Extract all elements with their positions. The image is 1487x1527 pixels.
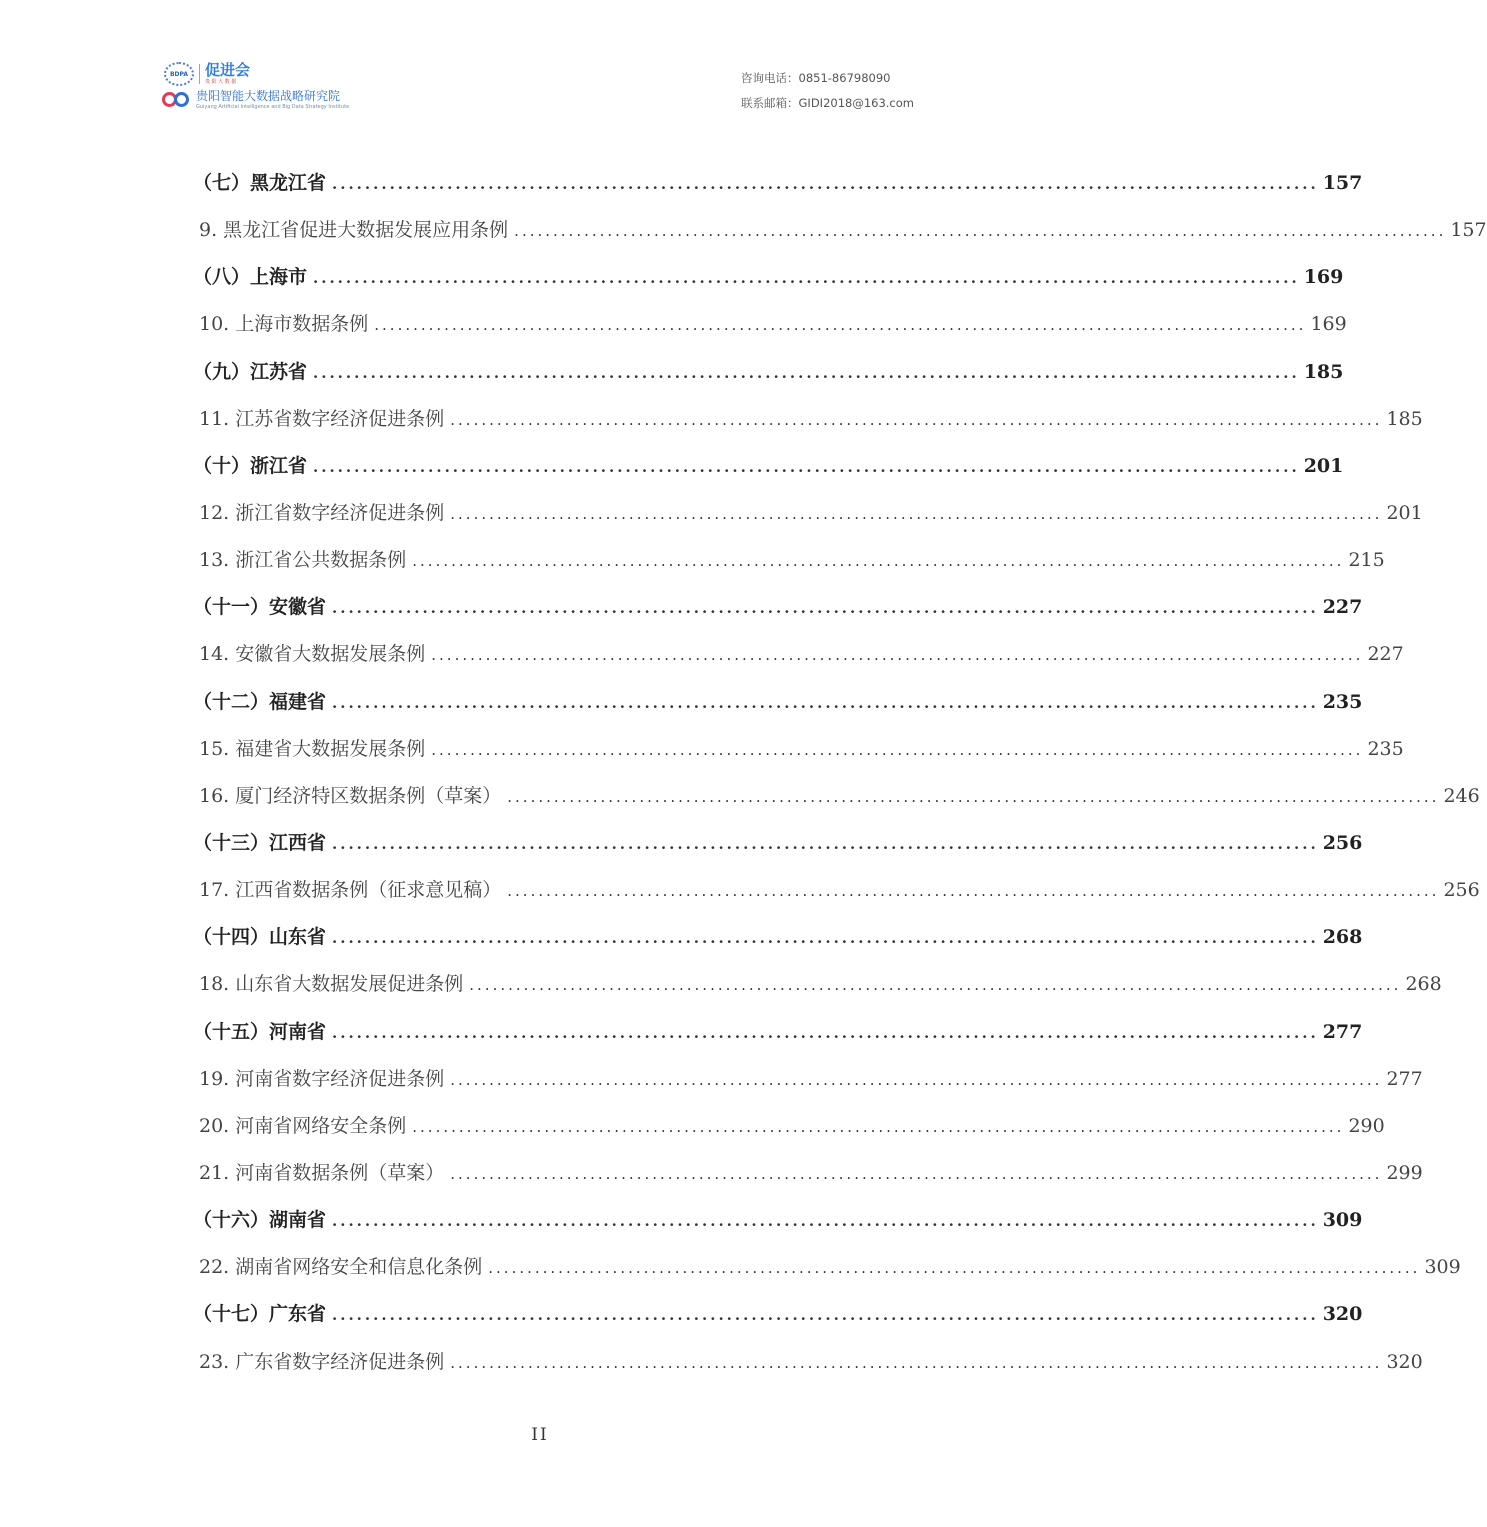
toc-item-row[interactable] — [193, 867, 1480, 914]
toc-page-number: 268 — [1405, 973, 1442, 996]
toc-leader-dots: ........................................................................................................................ — [450, 1353, 1383, 1372]
toc-section-row[interactable] — [193, 820, 1363, 867]
toc-entry-title: 23. 广东省数字经济促进条例 — [199, 1350, 445, 1373]
toc-entry-title: （十二）福建省 — [193, 690, 327, 713]
toc-item-row[interactable] — [193, 1103, 1385, 1150]
toc-section-row[interactable] — [193, 679, 1363, 726]
contact-phone: 咨询电话：0851-86798090 — [741, 71, 891, 85]
promotion-association-logo — [164, 62, 250, 86]
contact-info — [741, 66, 914, 116]
toc-entry-title: 21. 河南省数据条例（草案） — [199, 1161, 445, 1184]
toc-entry-title: （十）浙江省 — [193, 454, 308, 477]
toc-leader-dots: ........................................................................................................................ — [313, 269, 1300, 288]
toc-item-row[interactable] — [193, 726, 1404, 773]
toc-page-number: 256 — [1443, 879, 1480, 902]
gs-rings-icon — [162, 90, 192, 110]
toc-entry-title: （八）上海市 — [193, 266, 308, 289]
toc-entry-title: （十五）河南省 — [193, 1020, 327, 1043]
toc-page-number: 185 — [1386, 407, 1423, 430]
institute-name: 贵阳智能大数据战略研究院 — [196, 89, 341, 104]
toc-page-number: 309 — [1424, 1256, 1461, 1279]
toc-page-number: 201 — [1386, 501, 1423, 524]
toc-entry-title: 15. 福建省大数据发展条例 — [199, 737, 426, 760]
toc-page-number: 215 — [1348, 549, 1385, 572]
toc-page-number: 227 — [1322, 596, 1363, 619]
toc-entry-title: 17. 江西省数据条例（征求意见稿） — [199, 879, 502, 902]
toc-item-row[interactable] — [193, 1056, 1423, 1103]
toc-entry-title: 16. 厦门经济特区数据条例（草案） — [199, 784, 502, 807]
toc-leader-dots: ........................................................................................................................ — [507, 787, 1440, 806]
toc-section-row[interactable] — [193, 1009, 1363, 1056]
toc-page-number: 320 — [1322, 1303, 1363, 1326]
toc-leader-dots: ........................................................................................................................ — [431, 646, 1364, 665]
toc-entry-title: （七）黑龙江省 — [193, 172, 327, 194]
toc-page-number: 201 — [1303, 454, 1344, 477]
toc-leader-dots: ........................................................................................................................ — [332, 175, 1319, 193]
toc-entry-title: （九）江苏省 — [193, 360, 308, 383]
toc-entry-title: 10. 上海市数据条例 — [199, 313, 369, 336]
toc-page-number: 256 — [1322, 831, 1363, 854]
toc-leader-dots: ........................................................................................................................ — [313, 363, 1300, 382]
toc-leader-dots: ........................................................................................................................ — [450, 1164, 1383, 1183]
toc-entry-title: （十四）山东省 — [193, 926, 327, 949]
toc-page-number: 235 — [1322, 690, 1363, 713]
toc-page-number: 309 — [1322, 1209, 1363, 1232]
toc-entry-title: 22. 湖南省网络安全和信息化条例 — [199, 1256, 483, 1279]
page-number: II — [531, 1425, 549, 1445]
toc-leader-dots: ........................................................................................................................ — [332, 599, 1319, 618]
toc-section-row[interactable] — [193, 1197, 1363, 1244]
toc-section-row[interactable] — [193, 349, 1344, 396]
toc-page-number: 290 — [1348, 1114, 1385, 1137]
toc-leader-dots: ........................................................................................................................ — [332, 1306, 1319, 1325]
toc-leader-dots: ........................................................................................................................ — [332, 1023, 1319, 1042]
toc-item-row[interactable] — [193, 961, 1442, 1008]
bdpa-badge-icon: BDPA — [164, 62, 194, 86]
toc-page-number: 185 — [1303, 360, 1344, 383]
toc-section-row[interactable] — [193, 1291, 1363, 1338]
toc-item-row[interactable] — [193, 207, 1487, 254]
toc-item-row[interactable] — [193, 1150, 1423, 1197]
toc-leader-dots: ........................................................................................................................ — [488, 1259, 1421, 1278]
toc-leader-dots: ........................................................................................................................ — [412, 1117, 1345, 1136]
toc-item-row[interactable] — [193, 631, 1404, 678]
toc-entry-title: 19. 河南省数字经济促进条例 — [199, 1067, 445, 1090]
toc-page-number: 235 — [1367, 737, 1404, 760]
toc-item-row[interactable] — [193, 396, 1423, 443]
toc-entry-title: （十三）江西省 — [193, 831, 327, 854]
toc-section-row[interactable] — [193, 584, 1363, 631]
toc-leader-dots: ........................................................................................................................ — [450, 1070, 1383, 1089]
toc-item-row[interactable] — [193, 773, 1480, 820]
toc-entry-title: 11. 江苏省数字经济促进条例 — [199, 407, 445, 430]
toc-section-row[interactable] — [193, 443, 1344, 490]
logo-cjj-text: 促进会 — [205, 61, 251, 79]
toc-leader-dots: ........................................................................................................................ — [313, 457, 1300, 476]
contact-email: 联系邮箱：GIDI2018@163.com — [741, 96, 914, 110]
toc-page-number: 169 — [1310, 313, 1347, 336]
toc-entry-title: 12. 浙江省数字经济促进条例 — [199, 501, 445, 524]
toc-entry-title: 14. 安徽省大数据发展条例 — [199, 643, 426, 666]
toc-entry-title: 13. 浙江省公共数据条例 — [199, 549, 407, 572]
toc-leader-dots: ........................................................................................................................ — [374, 316, 1307, 335]
toc-page-number: 268 — [1322, 926, 1363, 949]
toc-entry-title: （十六）湖南省 — [193, 1209, 327, 1232]
toc-leader-dots: ........................................................................................................................ — [450, 504, 1383, 523]
toc-page-number: 277 — [1386, 1067, 1423, 1090]
toc-item-row[interactable] — [193, 490, 1423, 537]
toc-entry-title: （十一）安徽省 — [193, 596, 327, 619]
toc-entry-title: 9. 黑龙江省促进大数据发展应用条例 — [199, 219, 509, 242]
table-of-contents — [193, 160, 1487, 1386]
toc-page-number: 299 — [1386, 1161, 1423, 1184]
toc-entry-title: 20. 河南省网络安全条例 — [199, 1114, 407, 1137]
toc-page-number: 227 — [1367, 643, 1404, 666]
toc-entry-title: 18. 山东省大数据发展促进条例 — [199, 973, 464, 996]
toc-entry-title: （十七）广东省 — [193, 1303, 327, 1326]
toc-leader-dots: ........................................................................................................................ — [412, 552, 1345, 571]
toc-item-row[interactable] — [193, 1244, 1461, 1291]
toc-leader-dots: ........................................................................................................................ — [469, 976, 1402, 995]
toc-item-row[interactable] — [193, 537, 1385, 584]
toc-section-row[interactable] — [193, 914, 1363, 961]
toc-leader-dots: ........................................................................................................................ — [507, 882, 1440, 901]
toc-leader-dots: ........................................................................................................................ — [431, 740, 1364, 759]
toc-item-row[interactable] — [193, 1339, 1423, 1386]
toc-leader-dots: ........................................................................................................................ — [450, 410, 1383, 429]
toc-page-number: 157 — [1450, 219, 1487, 242]
logo-cjj-subtext: 贵 阳 大 数 据 — [205, 79, 237, 85]
toc-leader-dots: ........................................................................................................................ — [332, 834, 1319, 853]
institute-name-en: Guiyang Artificial Intelligence and Big Data Strategy Institute — [196, 103, 350, 110]
toc-page-number: 320 — [1386, 1350, 1423, 1373]
logo-divider — [199, 64, 200, 84]
toc-page-number: 277 — [1322, 1020, 1363, 1043]
institute-logo — [162, 90, 349, 110]
toc-page-number: 246 — [1443, 784, 1480, 807]
toc-section-row[interactable] — [193, 254, 1344, 301]
toc-section-row[interactable] — [193, 160, 1363, 207]
toc-leader-dots: ........................................................................................................................ — [514, 222, 1447, 241]
toc-page-number: 169 — [1303, 266, 1344, 289]
toc-page-number: 157 — [1322, 172, 1363, 194]
page-header — [0, 0, 1080, 130]
toc-item-row[interactable] — [193, 301, 1347, 348]
toc-leader-dots: ........................................................................................................................ — [332, 929, 1319, 948]
toc-leader-dots: ........................................................................................................................ — [332, 1212, 1319, 1231]
toc-leader-dots: ........................................................................................................................ — [332, 693, 1319, 712]
